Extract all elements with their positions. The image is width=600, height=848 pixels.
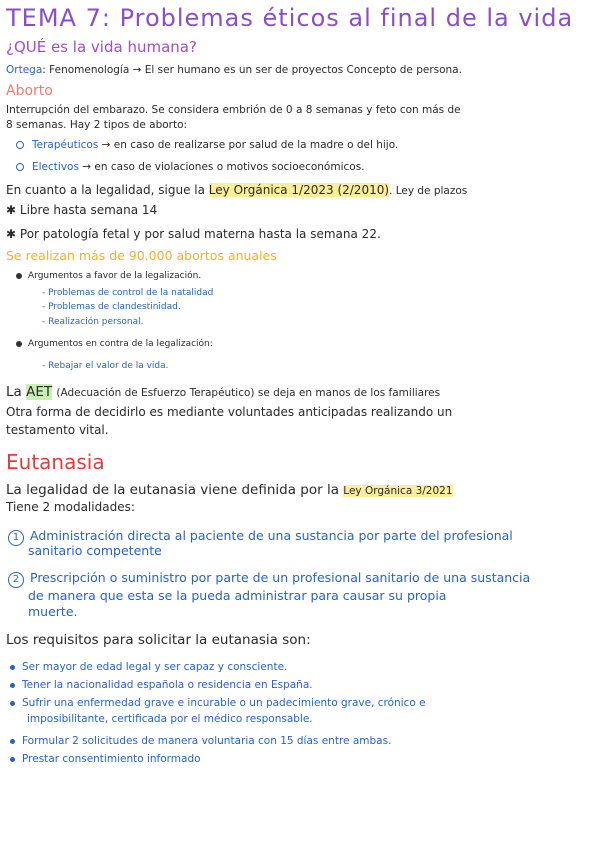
modality-1-line-2: sanitario competente — [28, 543, 162, 558]
ortega-prefix: Ortega — [6, 64, 43, 76]
aet-prefix: La — [6, 384, 22, 400]
section-question: ¿QUÉ es la vida humana? — [6, 38, 197, 56]
aborto-type-2 — [16, 162, 365, 173]
aborto-line-2: 8 semanas. Hay 2 tipos de aborto: — [6, 119, 188, 131]
requirement-5-text: Prestar consentimiento informado — [22, 753, 201, 765]
eutanasia-intro — [6, 484, 453, 498]
modality-2 — [8, 572, 530, 588]
number-circle-icon: 1 — [8, 530, 24, 546]
bullet-dot-icon — [10, 739, 15, 744]
eutanasia-intro-text: La legalidad de la eutanasia viene definida por la — [6, 482, 339, 498]
aborto-free-text: Libre hasta semana 14 — [19, 203, 158, 217]
requirement-3-line-1: Sufrir una enfermedad grave e incurable o un padecimiento grave, crónico e — [22, 697, 426, 709]
ortega-text: : Fenomenología → El ser humano es un ser de proyectos Concepto de persona. — [42, 64, 462, 76]
aet-line-3: testamento vital. — [6, 423, 109, 437]
modality-2-line-1: Prescripción o suministro por parte de un profesional sanitario de una sustancia — [30, 570, 531, 585]
favor-heading — [16, 272, 201, 281]
aet-abbr: AET — [26, 384, 53, 400]
modality-2-line-2: de manera que esta se la pueda administrar para causar su propia — [28, 588, 447, 603]
bullet-dot-icon — [10, 757, 15, 762]
ortega-line — [6, 65, 462, 76]
favor-item-1: - Problemas de control de la natalidad — [42, 288, 214, 298]
requirement-1 — [10, 662, 287, 673]
eutanasia-intro-law: Ley Orgánica 3/2021 — [343, 485, 453, 497]
page-title: TEMA 7: Problemas éticos al final de la vida — [6, 4, 574, 32]
asterisk-icon: ✱ — [6, 203, 17, 217]
requirement-3-line-2: imposibilitante, certificada por el médico responsable. — [27, 713, 313, 725]
aborto-type-2-desc: → en caso de violaciones o motivos socioeconómicos. — [82, 161, 365, 173]
aborto-line-1: Interrupción del embarazo. Se considera embrión de 0 a 8 semanas y feto con más de — [6, 104, 461, 116]
aet-line-2: Otra forma de decidirlo es mediante voluntades anticipadas realizando un — [6, 405, 453, 419]
favor-heading-text: Argumentos a favor de la legalización. — [28, 271, 202, 281]
bullet-ring-icon — [16, 163, 24, 171]
aborto-pathology-text: Por patología fetal y por salud materna hasta la semana 22. — [19, 227, 381, 241]
favor-item-3: - Realización personal. — [42, 317, 144, 327]
aborto-legal-suffix: . Ley de plazos — [389, 185, 468, 197]
contra-heading — [16, 340, 213, 349]
aborto-legal-line — [6, 184, 467, 197]
eutanasia-heading: Eutanasia — [6, 450, 105, 474]
requirements-heading: Los requisitos para solicitar la eutanasia son: — [6, 632, 311, 648]
favor-item-2: - Problemas de clandestinidad. — [42, 302, 181, 312]
aborto-free — [6, 204, 157, 216]
contra-heading-text: Argumentos en contra de la legalización: — [28, 339, 213, 349]
requirement-3 — [10, 698, 426, 709]
aborto-type-2-name: Electivos — [32, 161, 79, 173]
aborto-pathology — [6, 228, 381, 240]
requirement-4 — [10, 736, 391, 747]
requirement-5 — [10, 754, 201, 765]
asterisk-icon: ✱ — [6, 227, 17, 241]
requirement-1-text: Ser mayor de edad legal y ser capaz y consciente. — [22, 661, 288, 673]
aborto-heading: Aborto — [6, 83, 53, 99]
bullet-dot-icon — [10, 701, 15, 706]
eutanasia-modalities: Tiene 2 modalidades: — [6, 500, 135, 514]
aborto-legal-prefix: En cuanto a la legalidad, sigue la — [6, 183, 205, 197]
bullet-dot-icon — [16, 273, 22, 279]
aborto-type-1 — [16, 140, 398, 151]
bullet-ring-icon — [16, 141, 24, 149]
requirement-4-text: Formular 2 solicitudes de manera voluntaria con 15 días entre ambas. — [22, 735, 392, 747]
modality-2-line-3: muerte. — [28, 604, 78, 619]
aet-line-1 — [6, 386, 440, 400]
requirement-2-text: Tener la nacionalidad española o residencia en España. — [22, 679, 313, 691]
aborto-type-1-name: Terapéuticos — [32, 139, 99, 151]
bullet-dot-icon — [10, 665, 15, 670]
aborto-stat: Se realizan más de 90.000 abortos anuales — [6, 248, 277, 263]
requirement-2 — [10, 680, 313, 691]
contra-item-1: - Rebajar el valor de la vida. — [42, 361, 169, 371]
modality-1-line-1: Administración directa al paciente de una sustancia por parte del profesional — [30, 528, 513, 543]
aet-line-1-text: (Adecuación de Esfuerzo Terapéutico) se deja en manos de los familiares — [56, 387, 441, 399]
aborto-legal-law: Ley Orgánica 1/2023 (2/2010) — [208, 183, 390, 197]
number-circle-icon: 2 — [8, 572, 24, 588]
aborto-type-1-desc: → en caso de realizarse por salud de la madre o del hijo. — [101, 139, 399, 151]
bullet-dot-icon — [16, 341, 22, 347]
bullet-dot-icon — [10, 683, 15, 688]
